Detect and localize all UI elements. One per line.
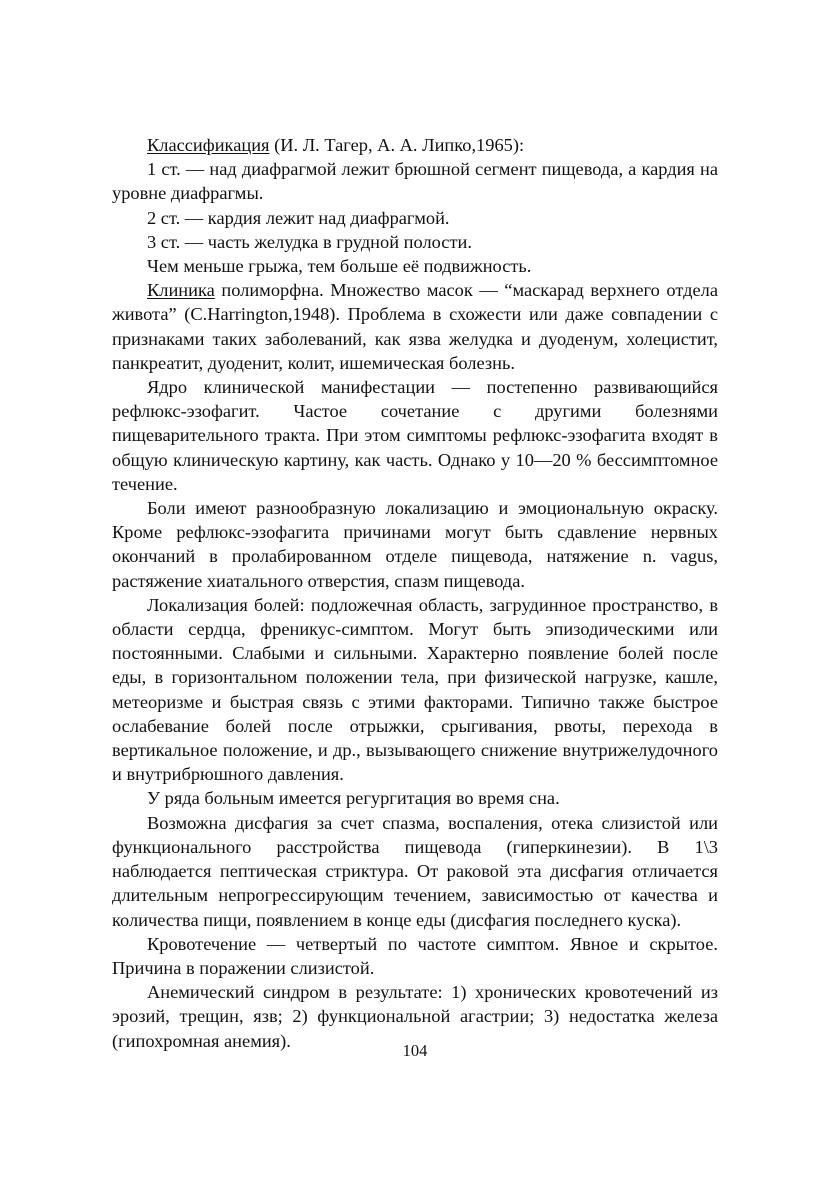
paragraph-anemia: Анемический синдром в результате: 1) хронических кровотечений из эрозий, трещин, язв; 2) функциональной агастрии; 3) недостатка железа (гипохромная анемия).	[112, 982, 718, 1051]
paragraph-dysphagia: Возможна дисфагия за счет спазма, воспаления, отека слизистой или функционального расстройства пищевода (гиперкинезии). В 1\3 наблюдается пептическая стриктура. От раковой эта дисфагия отличается длительным непрогрессирующим течением, зависимостью от качества и количества пищи, появлением в конце еды (дисфагия последнего куска).	[112, 812, 718, 930]
paragraph-regurgitation: У ряда больным имеется регургитация во время сна.	[147, 788, 560, 809]
heading-classification: Классификация	[147, 135, 270, 155]
paragraph-reflux: Ядро клинической манифестации — постепенно развивающийся рефлюкс-эзофагит. Частое сочетание с другими болезнями пищеварительного тракта. При этом симптомы рефлюкс-эзофагита входят в общую клиническую картину, как часть. Однако у 10—20 % бессимптомное течение.	[112, 377, 718, 494]
paragraph-pain-localization: Локализация болей: подложечная область, загрудинное пространство, в области сердца, френикус-симптом. Могут быть эпизодическими или постоянными. Слабыми и сильными. Характерно появление болей после еды, в горизонтальном положении тела, при физической нагрузке, кашле, метеоризме и быстрая связь с этими факторами. Типично также быстрое ослабевание болей после отрыжки, срыгивания, рвоты, перехода в вертикальное положение, и др., вызывающего снижение внутрижелудочного и внутрибрюшного давления.	[112, 594, 718, 785]
paragraph-stage-2: 2 ст. — кардия лежит над диафрагмой.	[147, 207, 450, 228]
paragraph-mobility: Чем меньше грыжа, тем больше её подвижность.	[147, 256, 532, 277]
paragraph-classification: Классификация (И. Л. Тагер, А. А. Липко,1965):	[147, 135, 525, 155]
body-text	[112, 133, 718, 1053]
paragraph-stage-3: 3 ст. — часть желудка в грудной полости.	[147, 231, 472, 252]
paragraph-clinic: Клиника полиморфна. Множество масок — “маскарад верхнего отдела живота” (C.Harrington,1948). Проблема в схожести или даже совпадении с признаками таких заболеваний, как язва желудка и дуоденум, холецистит, панкреатит, дуоденит, колит, ишемическая болезнь.	[112, 280, 718, 373]
page-number: 104	[402, 1041, 428, 1060]
paragraph-bleeding: Кровотечение — четвертый по частоте симптом. Явное и скрытое. Причина в поражении слизистой.	[112, 933, 718, 978]
paragraph-pain: Боли имеют разнообразную локализацию и эмоциональную окраску. Кроме рефлюкс-эзофагита причинами могут быть сдавление нервных окончаний в пролабированном отделе пищевода, натяжение n. vagus, растяжение хиатального отверстия, спазм пищевода.	[112, 498, 718, 591]
heading-clinic: Клиника	[147, 280, 215, 301]
paragraph-stage-1: 1 ст. — над диафрагмой лежит брюшной сегмент пищевода, а кардия на уровне диафрагмы.	[112, 159, 718, 204]
